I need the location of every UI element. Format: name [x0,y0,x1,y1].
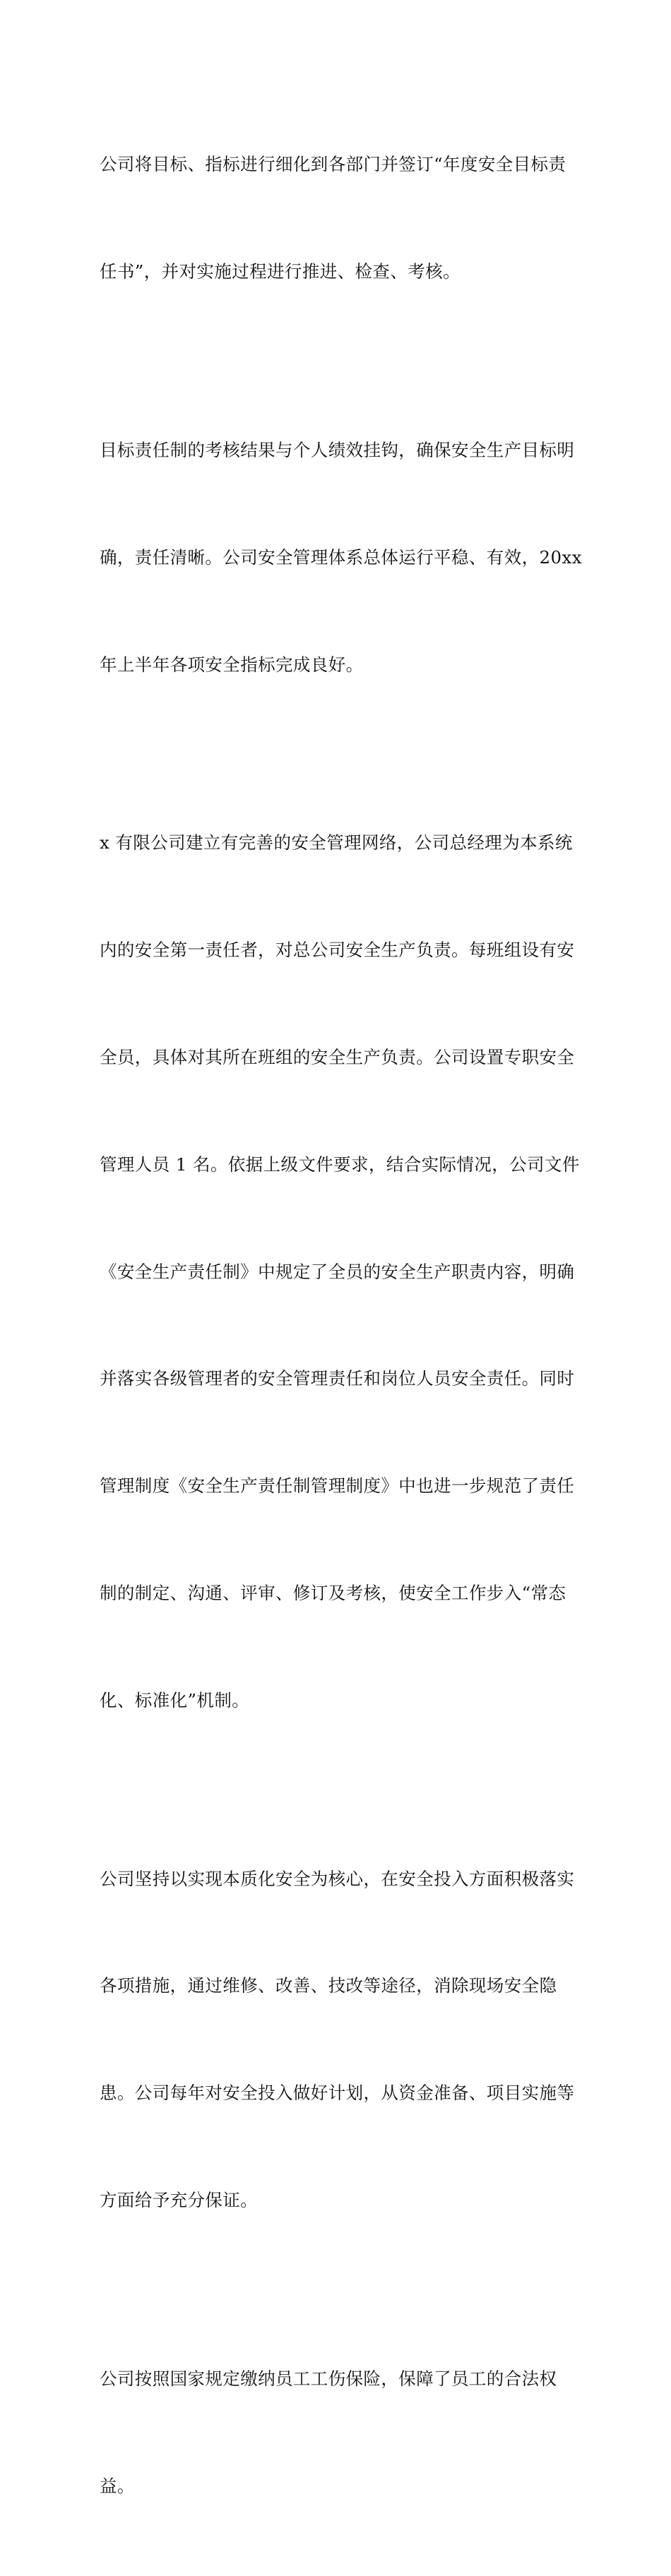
text-line: 任书”，并对实施过程进行推进、检查、考核。 [100,260,461,282]
paragraph-safety-targets [100,76,574,361]
text-line: x 有限公司建立有完善的安全管理网络，公司总经理为本系统 [100,832,573,853]
paragraph-responsibility-assessment [100,361,582,755]
text-line: 年上半年各项安全指标完成良好。 [100,654,364,675]
text-line: 《安全生产责任制》中规定了全员的安全生产职责内容，明确 [100,1261,575,1282]
text-line: 公司按照国家规定缴纳员工工伤保险，保障了员工的合法权 [100,2368,557,2389]
text-line: 公司坚持以实现本质化安全为核心，在安全投入方面积极落实 [100,1868,575,1889]
text-line: 管理制度《安全生产责任制管理制度》中也进一步规范了责任 [100,1475,575,1497]
document-body [100,76,582,2576]
text-line: 并落实各级管理者的安全管理责任和岗位人员安全责任。同时 [100,1368,575,1389]
paragraph-injury-insurance [100,2290,574,2576]
text-line: 内的安全第一责任者，对总公司安全生产负责。每班组设有安 [100,940,575,961]
text-line: 公司将目标、指标进行细化到各部门并签订“年度安全目标责 [100,154,566,175]
text-line: 方面给予充分保证。 [100,2190,259,2211]
text-line: 益。 [100,2475,135,2496]
paragraph-safety-network [100,754,580,1790]
text-line: 制的制定、沟通、评审、修订及考核，使安全工作步入“常态 [100,1582,566,1603]
text-line: 确，责任清晰。公司安全管理体系总体运行平稳、有效，20xx [100,546,582,568]
text-line: 患。公司每年对安全投入做好计划，从资金准备、项目实施等 [100,2083,575,2104]
paragraph-safety-investment [100,1790,574,2290]
text-line: 目标责任制的考核结果与个人绩效挂钩，确保安全生产目标明 [100,439,575,460]
text-line: 管理人员 1 名。依据上级文件要求，结合实际情况，公司文件 [100,1154,580,1175]
text-line: 化、标准化”机制。 [100,1689,250,1711]
text-line: 各项措施，通过维修、改善、技改等途径，消除现场安全隐 [100,1975,557,1996]
text-line: 全员，具体对其所在班组的安全生产负责。公司设置专职安全 [100,1047,575,1068]
